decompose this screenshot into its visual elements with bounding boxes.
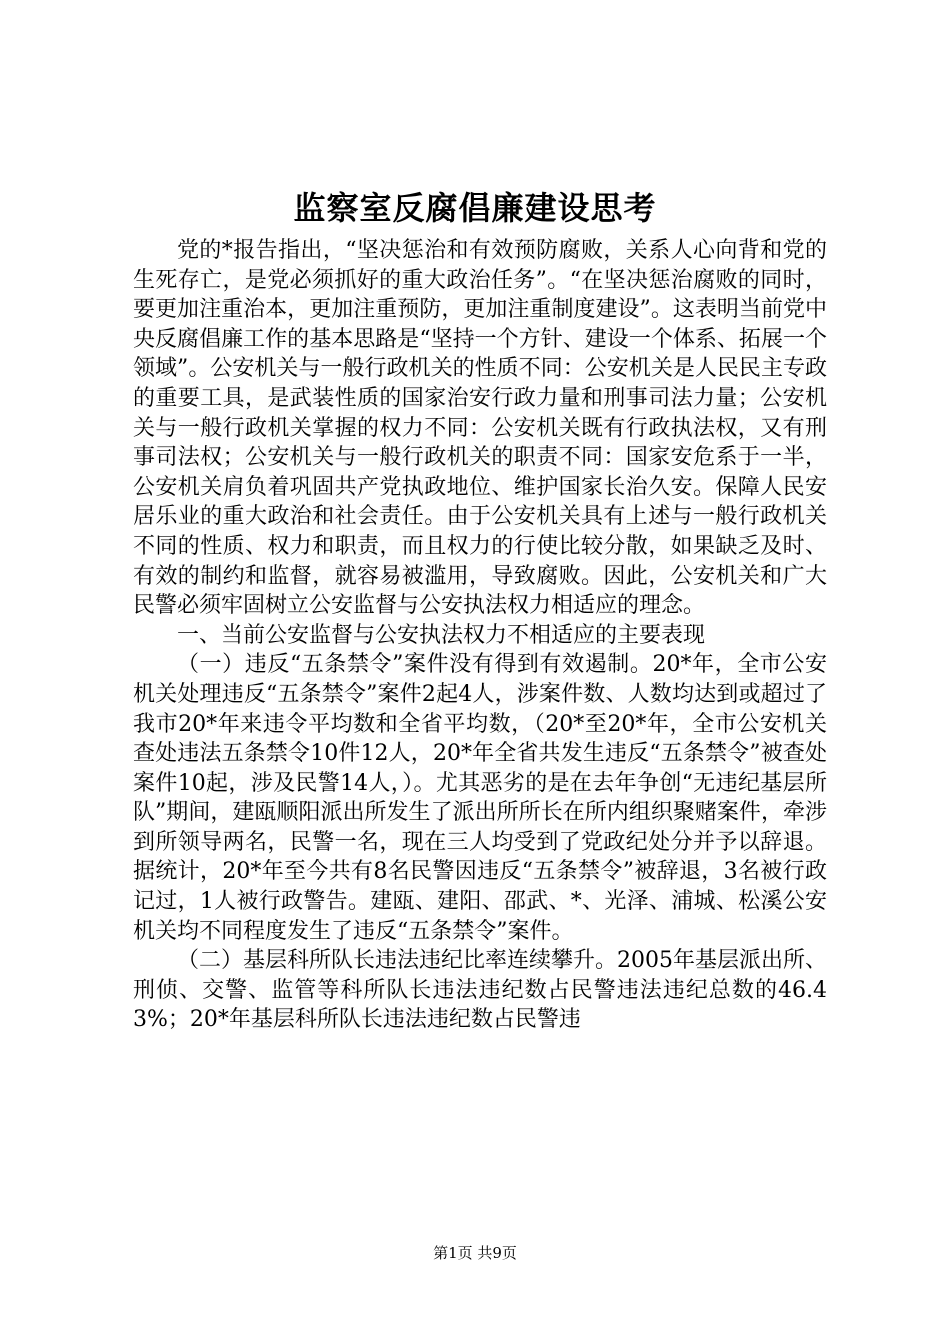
section-heading: 一、当前公安监督与公安执法权力不相适应的主要表现 bbox=[177, 622, 706, 648]
body-paragraph: （一）违反“五条禁令”案件没有得到有效遏制。20*年，全市公安机关处理违反“五条禁令”案件2起4人，涉案件数、人数均达到或超过了我市20*年来违令平均数和全省平均数，（20*至20*年，全市公安机关查处违法五条禁令10件12人，20*年全省共发生违反“五条禁令”被查处案件10起，涉及民警14人，）。尤其恶劣的是在去年争创“无违纪基层所队”期间，建瓯顺阳派出所发生了派出所所长在所内组织聚赌案件，牵涉到所领导两名，民警一名，现在三人均受到了党政纪处分并予以辞退。据统计，20*年至今共有8名民警因违反“五条禁令”被辞退，3名被行政记过，1人被行政警告。建瓯、建阳、邵武、*、光泽、浦城、松溪公安机关均不同程度发生了违反“五条禁令”案件。 bbox=[133, 652, 827, 944]
document-title: 监察室反腐倡廉建设思考 bbox=[293, 189, 657, 227]
body-paragraph: （二）基层科所队长违法违纪比率连续攀升。2005年基层派出所、刑侦、交警、监管等科所队长违法违纪数占民警违法违纪总数的46.43%；20*年基层科所队长违法违纪数占民警违 bbox=[133, 948, 827, 1033]
document-body bbox=[133, 236, 827, 1035]
page-footer: 第1页 共9页 bbox=[433, 1244, 517, 1262]
body-paragraph: 党的*报告指出，“坚决惩治和有效预防腐败，关系人心向背和党的生死存亡，是党必须抓好的重大政治任务”。“在坚决惩治腐败的同时，要更加注重治本，更加注重预防，更加注重制度建设”。这表明当前党中央反腐倡廉工作的基本思路是“坚持一个方针、建设一个体系、拓展一个领域”。公安机关与一般行政机关的性质不同：公安机关是人民民主专政的重要工具，是武装性质的国家治安行政力量和刑事司法力量；公安机关与一般行政机关掌握的权力不同：公安机关既有行政执法权，又有刑事司法权；公安机关与一般行政机关的职责不同：国家安危系于一半，公安机关肩负着巩固共产党执政地位、维护国家长治久安。保障人民安居乐业的重大政治和社会责任。由于公安机关具有上述与一般行政机关不同的性质、权力和职责，而且权力的行使比较分散，如果缺乏及时、有效的制约和监督，就容易被滥用，导致腐败。因此，公安机关和广大民警必须牢固树立公安监督与公安执法权力相适应的理念。 bbox=[133, 238, 827, 619]
